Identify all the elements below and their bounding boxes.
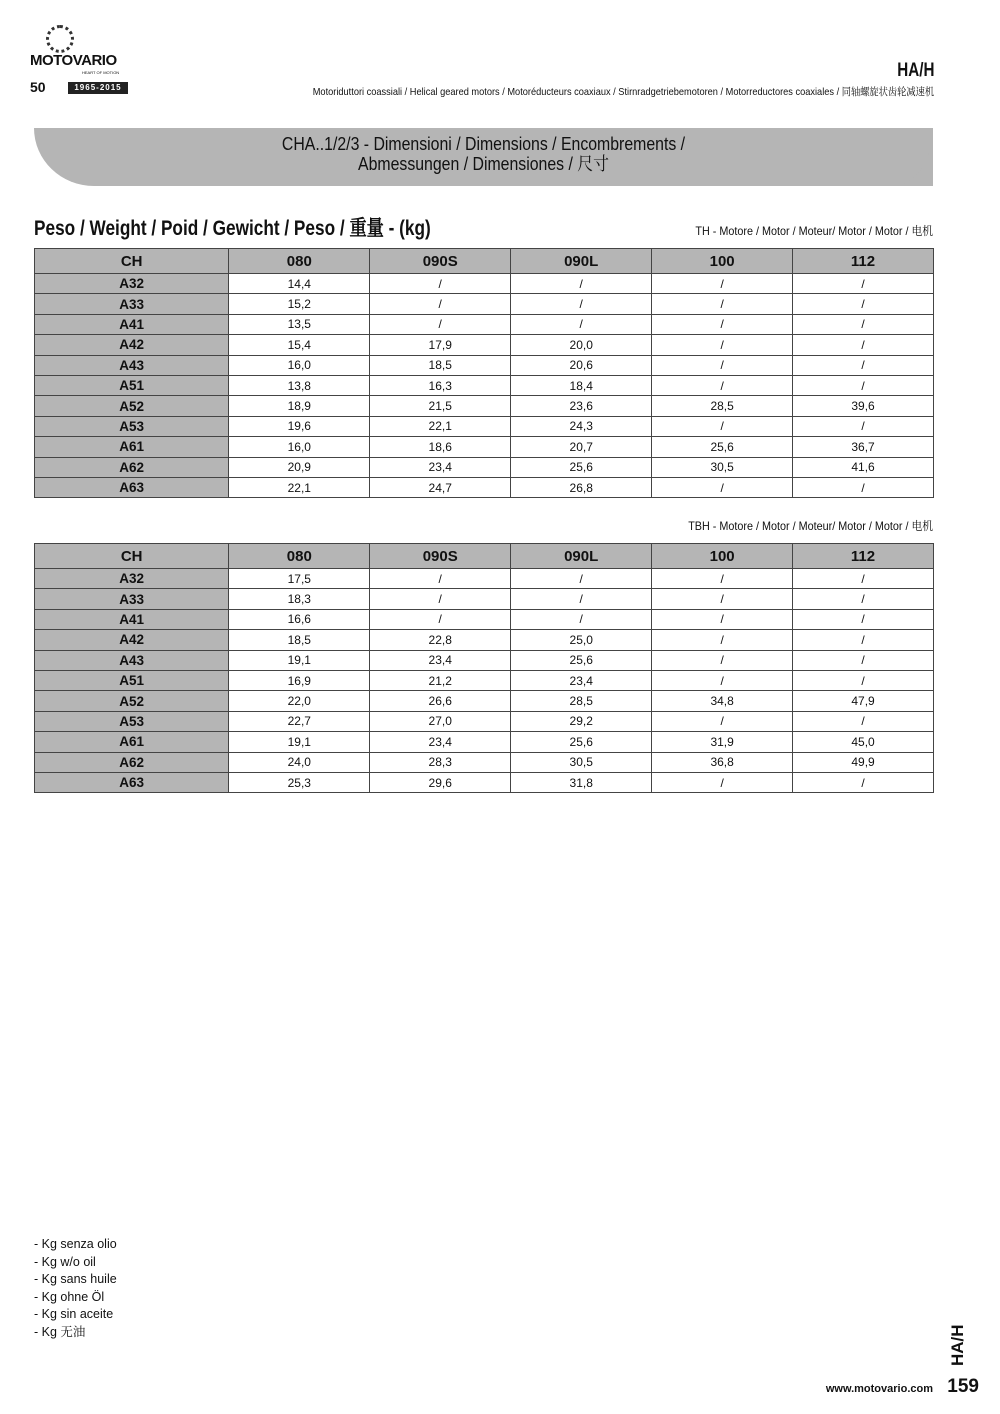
table-cell: 25,6 [511,732,652,752]
table-cell: / [370,609,511,629]
column-header: 090L [511,249,652,274]
table-cell: / [652,609,793,629]
catalog-code: HA/H [896,60,934,81]
column-header: 090S [370,249,511,274]
table-cell: 45,0 [793,732,934,752]
table-tbh-label: TBH - Motore / Motor / Moteur/ Motor / Motor / 电机 [688,519,933,533]
table-cell: 24,7 [370,477,511,497]
column-header: 090S [370,544,511,569]
table-cell: / [793,569,934,589]
column-header: 100 [652,544,793,569]
table-row [35,335,934,355]
column-header: CH [35,544,229,569]
table-cell: / [652,772,793,792]
table-cell: 30,5 [511,752,652,772]
table-row [35,477,934,497]
table-cell: / [370,589,511,609]
table-cell: 23,4 [370,650,511,670]
row-header: A33 [35,589,229,609]
row-header: A42 [35,630,229,650]
column-header: CH [35,249,229,274]
table-cell: 36,8 [652,752,793,772]
header-row [35,544,934,569]
table-row [35,569,934,589]
section-title-line-1: CHA..1/2/3 - Dimensioni / Dimensions / Encombrements / [281,134,686,154]
row-header: A43 [35,355,229,375]
row-header: A62 [35,457,229,477]
table-cell: / [793,274,934,294]
table-cell: 18,5 [229,630,370,650]
table-cell: / [793,416,934,436]
table-row [35,650,934,670]
table-cell: / [793,355,934,375]
row-header: A43 [35,650,229,670]
table-cell: 15,2 [229,294,370,314]
table-th-label: TH - Motore / Motor / Moteur/ Motor / Motor / 电机 [695,224,933,238]
note-item: - Kg sans huile [34,1272,117,1287]
note-item: - Kg sin aceite [34,1307,114,1322]
table-cell: 47,9 [793,691,934,711]
table-cell: / [793,650,934,670]
table-cell: 23,6 [511,396,652,416]
table-cell: / [370,314,511,334]
table-row [35,294,934,314]
table-cell: / [652,416,793,436]
column-header: 090L [511,544,652,569]
table-cell: 29,6 [370,772,511,792]
table-cell: / [793,589,934,609]
table-cell: 13,5 [229,314,370,334]
table-cell: / [793,609,934,629]
weight-heading: Peso / Weight / Poid / Gewicht / Peso / 重量 - (kg) [34,217,431,240]
weight-table-th [34,248,934,498]
anniversary-years: 1965-2015 [68,82,128,94]
column-header: 100 [652,249,793,274]
table-cell: 26,6 [370,691,511,711]
table-cell: 29,2 [511,711,652,731]
table-cell: / [652,294,793,314]
brand-tagline: HEART OF MOTION [82,70,120,75]
table-cell: 28,3 [370,752,511,772]
table-cell: / [370,569,511,589]
row-header: A51 [35,375,229,395]
table-cell: 36,7 [793,437,934,457]
table-cell: 21,5 [370,396,511,416]
row-header: A32 [35,274,229,294]
row-header: A53 [35,711,229,731]
table-row [35,752,934,772]
table-cell: / [793,670,934,690]
table-cell: 25,0 [511,630,652,650]
table-cell: / [370,274,511,294]
table-cell: / [793,314,934,334]
table-cell: 26,8 [511,477,652,497]
table-row [35,609,934,629]
table-cell: / [370,294,511,314]
table-cell: 22,1 [370,416,511,436]
table-row [35,375,934,395]
section-title [88,134,879,174]
table-cell: 13,8 [229,375,370,395]
table-cell: / [793,335,934,355]
catalog-subtitle: Motoriduttori coassiali / Helical geared motors / Motoréducteurs coaxiaux / Stirnradgetriebemotoren / Motorreductores coaxiales / 同轴螺旋状齿轮减速机 [312,86,934,98]
table-cell: 28,5 [652,396,793,416]
table-cell: 23,4 [511,670,652,690]
table-cell: / [652,670,793,690]
note-item: - Kg w/o oil [34,1254,96,1269]
table-cell: 24,3 [511,416,652,436]
table-cell: 28,5 [511,691,652,711]
row-header: A61 [35,437,229,457]
table-row [35,732,934,752]
note-item: - Kg 无油 [34,1324,86,1339]
table-cell: 18,4 [511,375,652,395]
row-header: A51 [35,670,229,690]
table-cell: / [652,650,793,670]
table-cell: 20,7 [511,437,652,457]
table-cell: 25,6 [652,437,793,457]
table-cell: 16,9 [229,670,370,690]
table-cell: 25,6 [511,457,652,477]
table-cell: / [793,477,934,497]
table-cell: / [652,335,793,355]
table-cell: 25,3 [229,772,370,792]
table-cell: / [652,589,793,609]
table-cell: 31,9 [652,732,793,752]
table-row [35,437,934,457]
note-item: - Kg senza olio [34,1237,117,1251]
table-cell: 34,8 [652,691,793,711]
row-header: A41 [35,609,229,629]
table-cell: / [793,630,934,650]
table-cell: 16,0 [229,437,370,457]
brand-logo: MOTOVARIO [30,52,117,69]
table-cell: 49,9 [793,752,934,772]
table-cell: 15,4 [229,335,370,355]
table-row [35,691,934,711]
table-cell: 16,3 [370,375,511,395]
table-cell: / [511,589,652,609]
table-cell: / [511,314,652,334]
table-cell: 31,8 [511,772,652,792]
table-cell: 23,4 [370,457,511,477]
row-header: A62 [35,752,229,772]
table-cell: / [652,711,793,731]
table-cell: / [652,477,793,497]
table-cell: / [793,711,934,731]
table-row [35,274,934,294]
column-header: 080 [229,544,370,569]
row-header: A33 [35,294,229,314]
table-cell: 18,3 [229,589,370,609]
row-header: A41 [35,314,229,334]
header-row [35,249,934,274]
table-cell: 23,4 [370,732,511,752]
table-cell: / [652,569,793,589]
table-cell: / [652,274,793,294]
table-row [35,670,934,690]
table-cell: 21,2 [370,670,511,690]
table-cell: 17,5 [229,569,370,589]
table-cell: 20,0 [511,335,652,355]
table-cell: 18,6 [370,437,511,457]
table-cell: 25,6 [511,650,652,670]
row-header: A42 [35,335,229,355]
table-cell: 41,6 [793,457,934,477]
table-row [35,416,934,436]
table-cell: / [793,772,934,792]
section-title-line-2: Abmessungen / Dimensiones / 尺寸 [358,154,609,174]
row-header: A53 [35,416,229,436]
table-cell: / [652,375,793,395]
page-number: 159 [947,1376,979,1397]
table-cell: 30,5 [652,457,793,477]
table-row [35,772,934,792]
column-header: 112 [793,249,934,274]
row-header: A63 [35,477,229,497]
website-link[interactable]: www.motovario.com [825,1383,933,1395]
table-cell: 18,9 [229,396,370,416]
table-cell: 18,5 [370,355,511,375]
table-cell: 22,1 [229,477,370,497]
row-header: A52 [35,691,229,711]
side-catalog-code: HA/H [948,1324,967,1366]
table-cell: / [652,630,793,650]
table-cell: 20,9 [229,457,370,477]
table-cell: / [793,375,934,395]
table-cell: / [652,314,793,334]
table-row [35,589,934,609]
table-cell: 19,6 [229,416,370,436]
table-row [35,457,934,477]
table-cell: / [511,609,652,629]
table-cell: / [511,294,652,314]
table-cell: 19,1 [229,732,370,752]
table-cell: / [793,294,934,314]
table-cell: 24,0 [229,752,370,772]
table-row [35,630,934,650]
table-cell: 27,0 [370,711,511,731]
table-cell: 16,0 [229,355,370,375]
note-item: - Kg ohne Öl [34,1289,105,1304]
column-header: 112 [793,544,934,569]
table-cell: 39,6 [793,396,934,416]
weight-table-tbh [34,543,934,793]
table-cell: 19,1 [229,650,370,670]
anniversary-mark: 50 [30,79,46,95]
row-header: A32 [35,569,229,589]
motovario-emblem-icon [46,25,74,53]
table-row [35,711,934,731]
table-cell: / [511,569,652,589]
table-row [35,355,934,375]
row-header: A61 [35,732,229,752]
notes-list [34,1236,117,1342]
table-cell: 22,8 [370,630,511,650]
table-cell: 14,4 [229,274,370,294]
table-cell: 22,7 [229,711,370,731]
row-header: A52 [35,396,229,416]
row-header: A63 [35,772,229,792]
column-header: 080 [229,249,370,274]
table-cell: / [652,355,793,375]
table-cell: 16,6 [229,609,370,629]
table-cell: 22,0 [229,691,370,711]
table-row [35,396,934,416]
table-cell: 17,9 [370,335,511,355]
table-cell: 20,6 [511,355,652,375]
table-cell: / [511,274,652,294]
table-row [35,314,934,334]
